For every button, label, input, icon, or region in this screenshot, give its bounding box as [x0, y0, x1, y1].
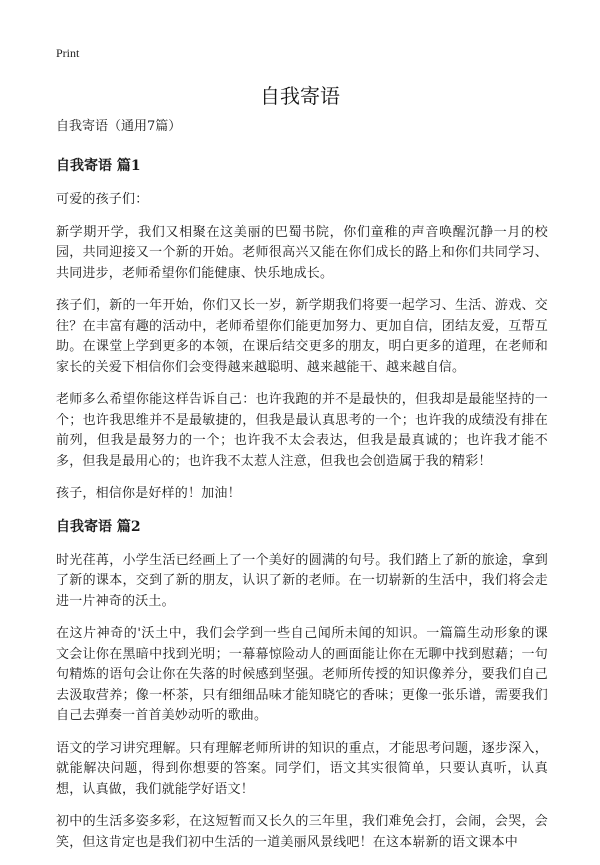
- section-heading: 自我寄语 篇1: [56, 158, 141, 174]
- document-subtitle: 自我寄语（通用7篇）: [56, 119, 182, 134]
- paragraph: 孩子们，新的一年开始，你们又长一岁，新学期我们将要一起学习、生活、游戏、交往？在丰富有趣的活动中，老师希望你们能更加努力、更加自信，团结友爱，互帮互助。在课堂上学到更多的本领，在课后结交更多的朋友，明白更多的道理，在老师和家长的关爱下相信你们会变得越来越聪明、越来越能干、越来越自信。: [56, 298, 548, 375]
- paragraph: 语文的学习讲究理解。只有理解老师所讲的知识的重点，才能思考问题，逐步深入，就能解决问题，得到你想要的答案。同学们，语文其实很简单，只要认真听，认真想，认真做，我们就能学好语文！: [56, 740, 548, 797]
- paragraph: 新学期开学，我们又相聚在这美丽的巴蜀书院，你们童稚的声音唤醒沉静一月的校园，共同迎接又一个新的开始。老师很高兴又能在你们成长的路上和你们共同学习、共同进步，老师希望你们能健康、快乐地成长。: [56, 224, 548, 281]
- paragraph: 可爱的孩子们：: [56, 192, 149, 207]
- section-heading: 自我寄语 篇2: [56, 518, 141, 535]
- document-title: 自我寄语: [260, 84, 340, 108]
- paragraph: 在这片神奇的'沃土中，我们会学到一些自己闻所未闻的知识。一篇篇生动形象的课文会让你在黑暗中找到光明；一幕幕惊险动人的画面能让你在无聊中找到慰藉；一句句精炼的语句会让你在失落的时候感到坚强。老师所传授的知识像养分，要我们自己去汲取营养；像一杯茶，只有细细品味才能知晓它的香味；更像一张乐谱，需要我们自己去弹奏一首首美妙动听的歌曲。: [56, 626, 548, 723]
- document-body: [56, 118, 548, 865]
- paragraph: 时光荏苒，小学生活已经画上了一个美好的圆满的句号。我们踏上了新的旅途，拿到了新的课本，交到了新的朋友，认识了新的老师。在一切崭新的生活中，我们将会走进一片神奇的沃土。: [56, 552, 548, 609]
- section-1: [56, 156, 548, 505]
- paragraph: 老师多么希望你能这样告诉自己：也许我跑的并不是最快的，但我却是最能坚持的一个；也许我思维并不是最敏捷的，但我是最认真思考的一个；也许我的成绩没有排在前列，但我是最努力的一个；也许我不太会表达，但我是最真诚的；也许我才能不多，但我是最用心的；也许我不太惹人注意，但我也会创造属于我的精彩！: [56, 392, 548, 469]
- print-label[interactable]: Print: [56, 46, 80, 60]
- paragraph: 初中的生活多姿多彩，在这短暂而又长久的三年里，我们难免会打，会闹，会哭，会笑，但这肯定也是我们初中生活的一道美丽风景线吧！在这本崭新的语文课本中: [56, 814, 548, 850]
- section-2: [56, 517, 548, 854]
- paragraph: 孩子，相信你是好样的！加油！: [56, 486, 241, 501]
